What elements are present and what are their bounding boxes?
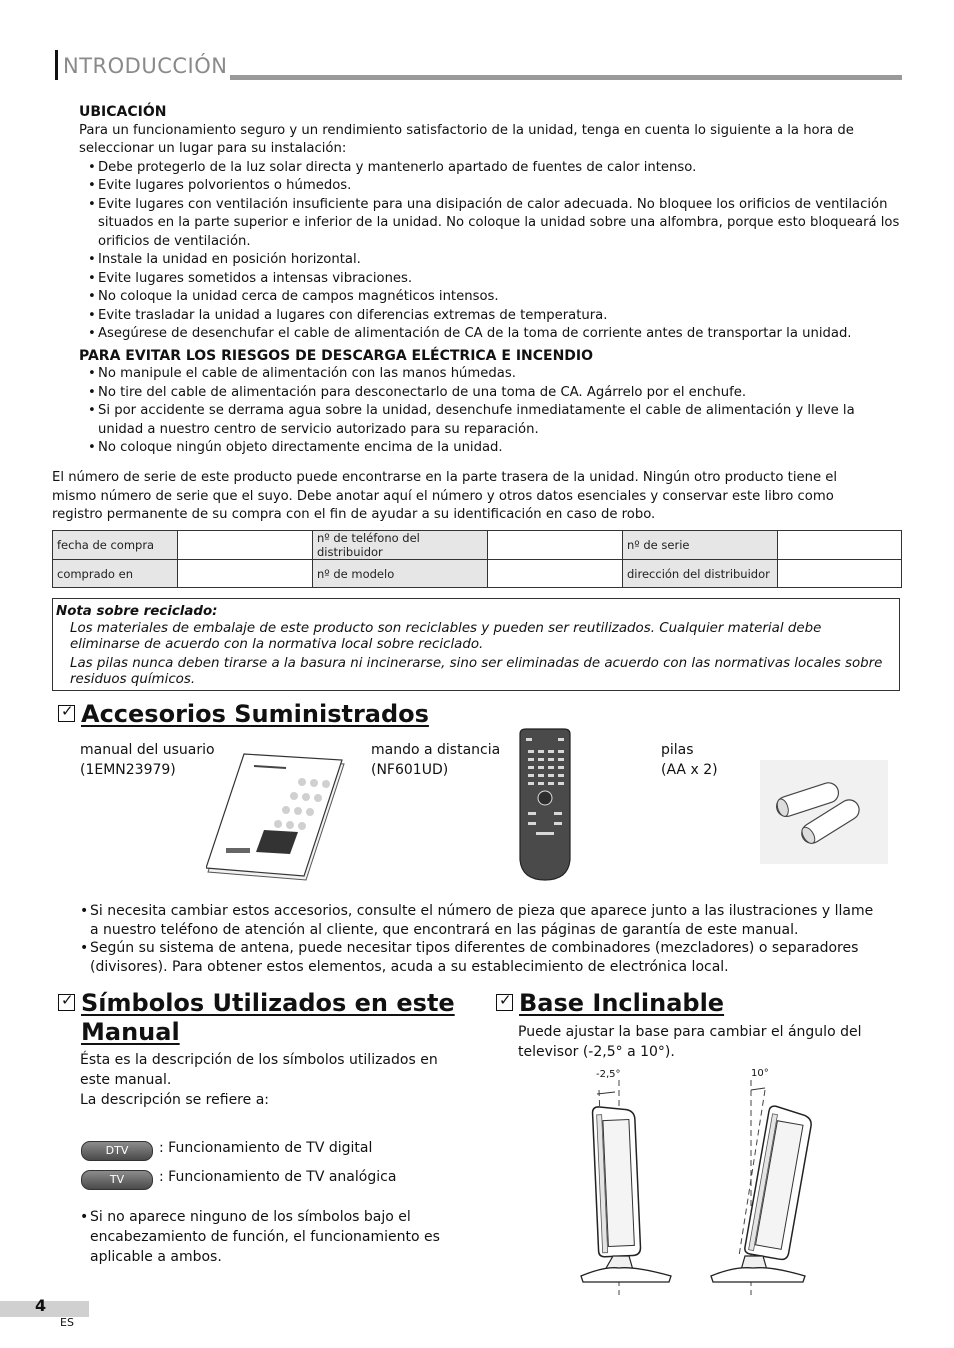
table-cell-input[interactable] (178, 560, 313, 588)
table-cell: nº de modelo (313, 560, 488, 588)
manual-book-icon (206, 752, 348, 882)
serial-paragraph: El número de serie de este producto puede encontrarse en la parte trasera de la unidad. Ningún otro producto tiene el mismo número de serie que el suyo. Debe anotar aquí el número y otros datos esenciales y conservar este libro como registro permanente de su compra con el fin de ayudar a su identificación en caso de robo. (52, 470, 838, 522)
angle-label-right: 10° (751, 1068, 769, 1079)
batteries-icon (760, 760, 888, 864)
list-item: • Según su sistema de antena, puede necesitar tipos diferentes de combinadores (mezcladores) o separadores (divisores). Para obtener estos elementos, acuda a su establecimiento de electrónica local. (80, 939, 880, 976)
checkbox-icon (58, 705, 75, 722)
language-code: ES (60, 1316, 74, 1329)
table-cell: dirección del distribuidor (623, 560, 778, 588)
simbolos-desc2: La descripción se refiere a: (80, 1092, 269, 1108)
tv-side-left (592, 1105, 641, 1257)
table-cell: nº de serie (623, 531, 778, 560)
header-accent-bar (55, 50, 58, 80)
simbolos-heading-line1: Símbolos Utilizados en este (81, 989, 455, 1017)
table-cell: nº de teléfono del distribuidor (313, 531, 488, 560)
list-item: • No coloque ningún objeto directamente encima de la unidad. (88, 439, 901, 458)
tv-badge: TV (81, 1170, 153, 1190)
simbolos-heading (81, 989, 461, 1047)
list-item: • Asegúrese de desenchufar el cable de alimentación de CA de la toma de corriente antes de transportar la unidad. (88, 325, 901, 344)
table-cell: fecha de compra (53, 531, 178, 560)
accessory-batteries-label (661, 740, 718, 780)
accessory-part-number: (NF601UD) (371, 762, 449, 778)
ubicacion-intro: Para un funcionamiento seguro y un rendimiento satisfactorio de la unidad, tenga en cuenta lo siguiente a la hora de seleccionar un lugar para su instalación: (79, 122, 854, 156)
accesorios-heading: Accesorios Suministrados (81, 700, 429, 728)
list-item: • No manipule el cable de alimentación con las manos húmedas. (88, 365, 901, 384)
accessory-remote-label (371, 740, 500, 780)
accessory-manual-label (80, 740, 215, 780)
table-cell: comprado en (53, 560, 178, 588)
list-item: • Si no aparece ninguno de los símbolos bajo el encabezamiento de función, el funcionamiento es aplicable a ambos. (80, 1207, 450, 1267)
base-heading: Base Inclinable (519, 989, 725, 1017)
header-rule (230, 75, 902, 80)
list-item: • Evite lugares polvorientos o húmedos. (88, 177, 901, 196)
list-item: • Evite lugares sometidos a intensas vibraciones. (88, 270, 901, 289)
table-cell-input[interactable] (488, 560, 623, 588)
dtv-badge: DTV (81, 1141, 153, 1161)
simbolos-desc (80, 1050, 460, 1110)
dtv-description: : Funcionamiento de TV digital (159, 1140, 373, 1156)
ubicacion-heading: UBICACIÓN (79, 104, 167, 120)
riesgos-list (88, 365, 901, 458)
remote-control-icon (516, 728, 574, 884)
checkbox-icon (496, 994, 513, 1011)
table-cell-input[interactable] (488, 531, 623, 560)
ubicacion-section (79, 103, 901, 458)
accessory-part-number: (AA x 2) (661, 762, 718, 778)
recycle-note-p2: Las pilas nunca deben tirarse a la basura ni incinerarse, sino ser eliminadas de acuerdo con las normativas locales sobre residuos químicos. (70, 656, 883, 687)
list-item: • Si por accidente se derrama agua sobre la unidad, desenchufe inmediatamente el cable de alimentación y lleve la unidad a nuestro centro de servicio autorizado para su reparación. (88, 402, 901, 439)
accessory-name: manual del usuario (80, 742, 215, 758)
list-item: • Instale la unidad en posición horizontal. (88, 251, 901, 270)
table-row (53, 560, 902, 588)
list-item: • No coloque la unidad cerca de campos magnéticos intensos. (88, 288, 901, 307)
purchase-info-table (52, 530, 902, 588)
recycle-note-title: Nota sobre reciclado: (56, 604, 218, 619)
angle-label-left: -2,5° (596, 1069, 621, 1080)
recycle-note-box (52, 598, 900, 691)
table-cell-input[interactable] (778, 531, 902, 560)
table-cell-input[interactable] (778, 560, 902, 588)
simbolos-notes (80, 1207, 450, 1267)
tilt-stand-diagram (575, 1080, 905, 1295)
table-cell-input[interactable] (178, 531, 313, 560)
tv-side-right (744, 1105, 813, 1260)
list-item: • No tire del cable de alimentación para desconectarlo de una toma de CA. Agárrelo por el enchufe. (88, 384, 901, 403)
accessory-name: mando a distancia (371, 742, 501, 758)
accessory-name: pilas (661, 742, 694, 758)
base-desc: Puede ajustar la base para cambiar el ángulo del televisor (-2,5° a 10°). (518, 1024, 862, 1060)
list-item: • Debe protegerlo de la luz solar directa y mantenerlo apartado de fuentes de calor intenso. (88, 159, 901, 178)
tv-description: : Funcionamiento de TV analógica (159, 1169, 397, 1185)
list-item: • Si necesita cambiar estos accesorios, consulte el número de pieza que aparece junto a las ilustraciones y llame a nuestro teléfono de atención al cliente, que encontrará en las páginas de garantía de este manual. (80, 902, 880, 939)
list-item: • Evite lugares con ventilación insuficiente para una disipación de calor adecuada. No bloquee los orificios de ventilación situados en la parte superior e inferior de la unidad. No coloque la unidad sobre una alfombra, porque esto bloqueará los orificios de ventilación. (88, 196, 901, 252)
accesorios-notes (80, 902, 880, 976)
riesgos-heading: PARA EVITAR LOS RIESGOS DE DESCARGA ELÉCTRICA E INCENDIO (79, 347, 594, 364)
list-item: • Evite trasladar la unidad a lugares con diferencias extremas de temperatura. (88, 307, 901, 326)
ubicacion-list (88, 159, 901, 344)
simbolos-desc1: Ésta es la descripción de los símbolos utilizados en este manual. (80, 1052, 438, 1088)
checkbox-icon (58, 994, 75, 1011)
table-row (53, 531, 902, 560)
recycle-note-p1: Los materiales de embalaje de este producto son reciclables y pueden ser reutilizados. Cualquier material debe eliminarse de acuerdo con la normativa local sobre reciclado. (70, 621, 822, 652)
page-number: 4 (35, 1296, 47, 1315)
simbolos-heading-line2: Manual (81, 1018, 180, 1046)
accessory-part-number: (1EMN23979) (80, 762, 176, 778)
page-title: NTRODUCCIÓN (63, 54, 228, 78)
